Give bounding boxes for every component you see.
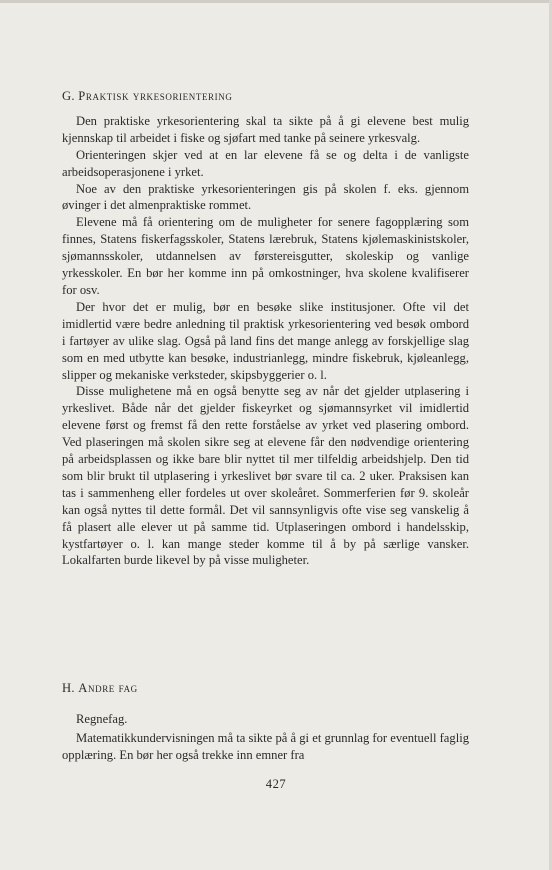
paragraph: Matematikkundervisningen må ta sikte på å gi et grunnlag for eventuell faglig opplæring. En bør her også trekke inn emner fra [62,730,469,762]
section-g [62,88,469,569]
paragraph: Orienteringen skjer ved at en lar elevene få se og delta i de vanligste arbeidsoperasjonene i yrket. [62,147,469,179]
section-g-heading [62,88,469,105]
page-edge-top [0,0,552,3]
paragraph: Noe av den praktiske yrkesorienteringen gis på skolen f. eks. gjennom øvinger i det almenpraktiske rommet. [62,181,469,213]
section-g-heading-letter: G. [62,89,75,103]
paragraph: Den praktiske yrkesorientering skal ta sikte på å gi elevene best mulig kjennskap til arbeidet i fiske og sjøfart med tanke på seinere yrkesvalg. [62,113,469,145]
section-h-heading-title: Andre fag [78,681,138,695]
page-number: 427 [265,777,287,791]
section-h [62,680,469,764]
section-h-heading-letter: H. [62,681,75,695]
subheading: Regnefag. [76,711,128,726]
paragraph: Disse mulighetene må en også benytte seg av når det gjelder utplasering i yrkeslivet. Både når det gjelder fiskeyrket og sjømannsyrket vil imidlertid elevene først og fremst få den rette forståelse av yrket ved plasering ombord. Ved plaseringen må skolen sikre seg at elevene får den nødvendige orientering på arbeidsplassen og ikke bare blir nyttet til mer tilfeldig arbeidshjelp. Den tid som blir brukt til utplasering i yrkeslivet bør svare til ca. 2 uker. Praksisen kan tas i sammenheng eller fordeles ut over skoleåret. Sommerferien før 9. skoleår kan også nyttes til dette formål. Det vil sannsynligvis ofte vise seg vanskelig å få plasert alle elever ut på samme tid. Utplaseringen ombord i handelsskip, kystfartøyer o. l. kan mange steder komme til å by på særlige vansker. Lokalfarten burde likevel by på visse muligheter. [62,384,469,568]
section-h-heading [62,680,469,697]
paragraph: Elevene må få orientering om de muligheter for senere fagopplæring som finnes, Statens fiskerfagsskoler, Statens lærebruk, Statens kjølemaskinistskoler, sjømannsskoler, utdannelsen av førstereisgutter, skoleskip og vanlige yrkesskoler. En bør her komme inn på omkostninger, hva skolene kvalifiserer for osv. [62,215,469,297]
paragraph: Der hvor det er mulig, bør en besøke slike institusjoner. Ofte vil det imidlertid være bedre anledning til praktisk yrkesorientering ved besøk ombord i fartøyer av ulike slag. Også på land fins det mange anlegg av forskjellige slag som en med utbytte kan besøke, industrianlegg, mindre fiskebruk, kjøleanlegg, slipper og mekaniske verksteder, skipsbyggerier o. l. [62,299,469,382]
section-g-heading-title: Praktisk yrkesorientering [78,89,233,103]
